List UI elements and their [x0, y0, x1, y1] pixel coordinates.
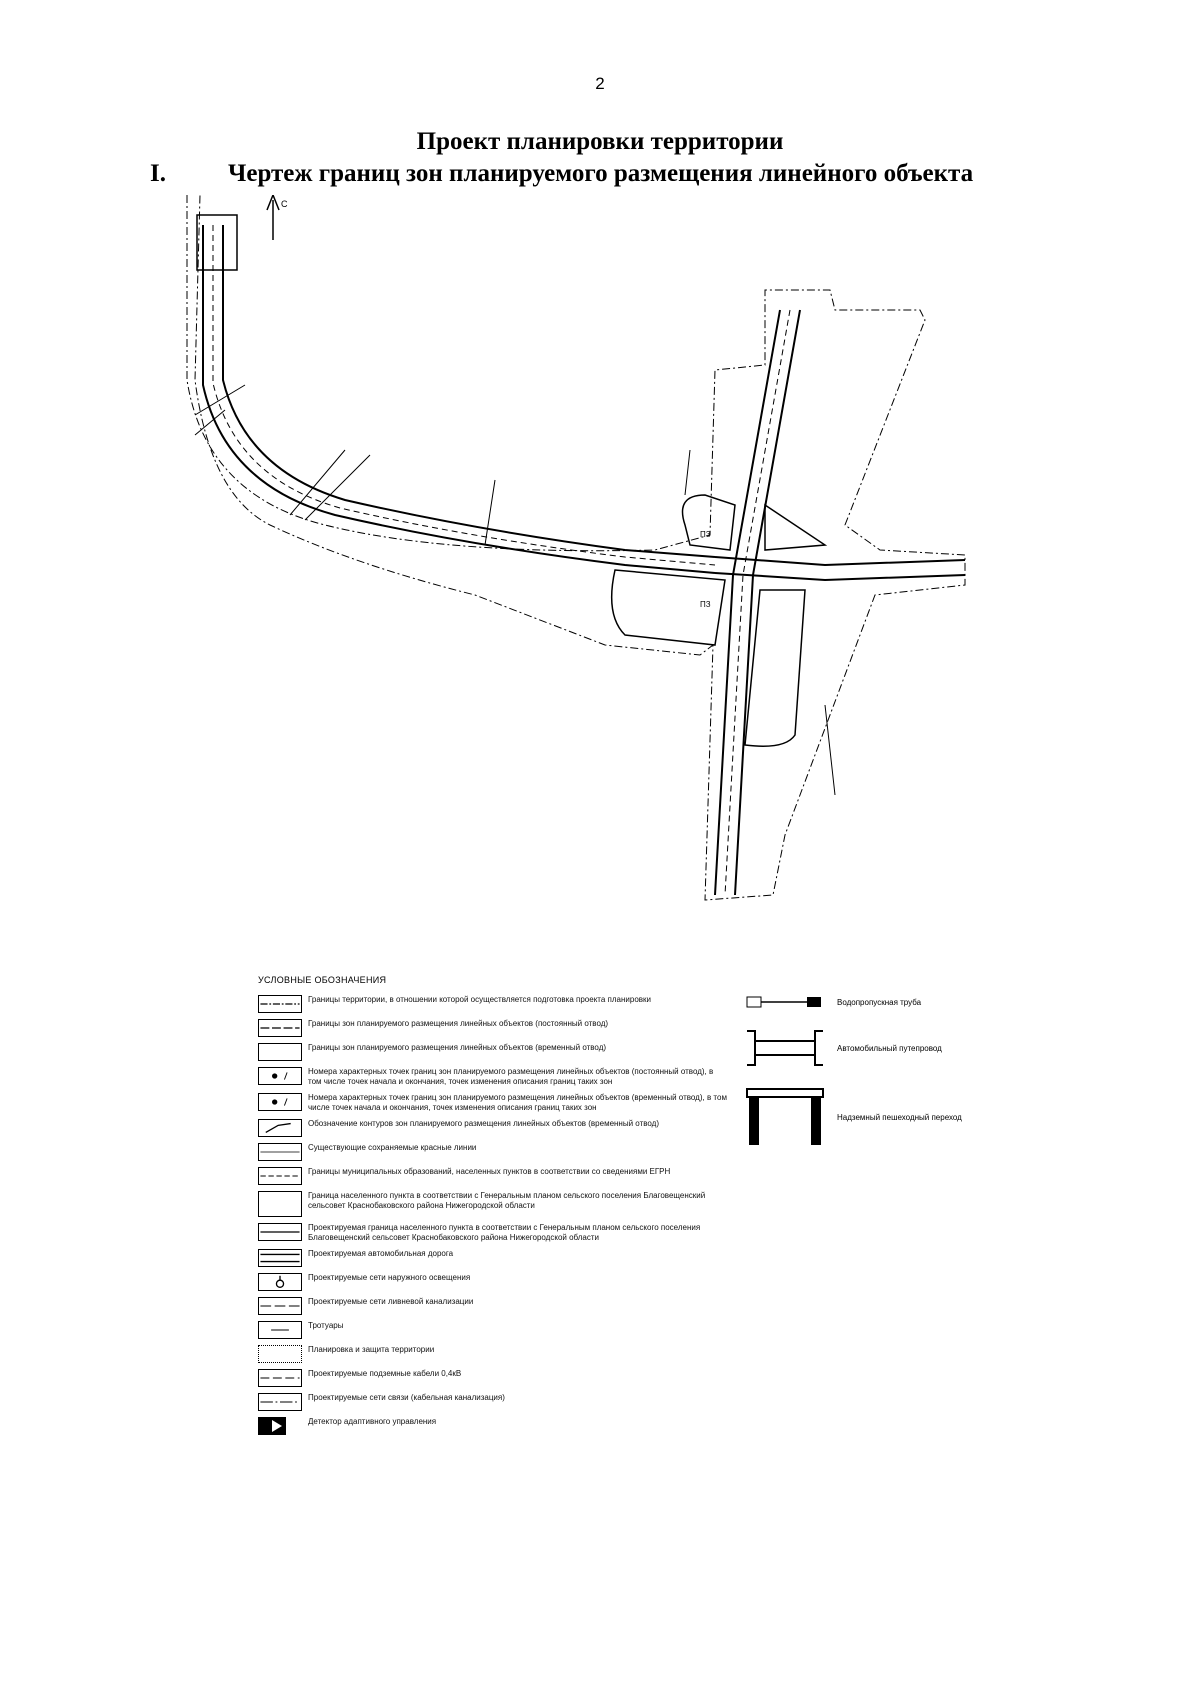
zone-label-1: ПЗ: [700, 530, 711, 539]
legend-title: УСЛОВНЫЕ ОБОЗНАЧЕНИЯ: [258, 975, 387, 985]
legend-item: Границы территории, в отношении которой осуществляется подготовка проекта планировки: [258, 995, 728, 1013]
legend-item: Граница населенного пункта в соответствии с Генеральным планом сельского поселения Благовещенский сельсовет Краснобаковского района Нижегородской области: [258, 1191, 728, 1217]
legend-item: Обозначение контуров зон планируемого размещения линейных объектов (временный отвод): [258, 1119, 728, 1137]
north-label: С: [281, 199, 288, 209]
culvert-icon: [745, 995, 825, 1009]
page-number: 2: [595, 74, 605, 93]
section-heading: [150, 160, 973, 188]
zone-label-2: ПЗ: [700, 600, 711, 609]
road-right-top: [715, 557, 965, 565]
legend: [258, 995, 728, 1441]
north-arrow: [267, 195, 279, 240]
road-curve-outer: [203, 225, 715, 573]
legend-item-overpass: Автомобильный путепровод: [745, 1023, 1005, 1073]
legend-item: Планировка и защита территории: [258, 1345, 728, 1363]
interchange-loop-nw: [683, 495, 736, 550]
section-title: Чертеж границ зон планируемого размещения линейного объекта: [228, 160, 974, 187]
road-curve-center: [213, 225, 715, 565]
legend-item: Проектируемые сети связи (кабельная канализация): [258, 1393, 728, 1411]
legend-item: Границы муниципальных образований, населенных пунктов в соответствии со сведениями ЕГРН: [258, 1167, 728, 1185]
legend-item: Проектируемые подземные кабели 0,4кВ: [258, 1369, 728, 1387]
legend-item-culvert: Водопропускная труба: [745, 995, 1005, 1009]
legend-item: Существующие сохраняемые красные линии: [258, 1143, 728, 1161]
page-title: Проект планировки территории: [416, 128, 784, 155]
legend-item: Проектируемая автомобильная дорога: [258, 1249, 728, 1267]
territory-boundary: [187, 195, 965, 900]
road-main-center: [725, 310, 790, 895]
road-main-right: [735, 310, 800, 895]
legend-item: Номера характерных точек границ зон планируемого размещения линейных объектов (временный отвод), в том числе точек начала и окончания, точек изменения описания границ таких зон: [258, 1093, 728, 1113]
interchange-loop-ne: [765, 505, 825, 550]
legend-right: [745, 995, 1005, 1161]
overpass-icon: [745, 1023, 825, 1073]
legend-item-footbridge: Надземный пешеходный переход: [745, 1087, 1005, 1147]
legend-item: Тротуары: [258, 1321, 728, 1339]
legend-item: Границы зон планируемого размещения линейных объектов (временный отвод): [258, 1043, 728, 1061]
legend-item: Границы зон планируемого размещения линейных объектов (постоянный отвод): [258, 1019, 728, 1037]
road-main-left: [715, 310, 780, 895]
legend-item: Проектируемые сети наружного освещения: [258, 1273, 728, 1291]
section-number: I.: [150, 160, 166, 187]
planning-drawing: [185, 195, 1045, 965]
legend-item: Номера характерных точек границ зон планируемого размещения линейных объектов (постоянный отвод), в том числе точек начала и окончания, точек изменения описания границ таких зон: [258, 1067, 728, 1087]
legend-item: Проектируемые сети ливневой канализации: [258, 1297, 728, 1315]
legend-item: Проектируемая граница населенного пункта в соответствии с Генеральным планом сельского поселения Благовещенский сельсовет Краснобаковского района Нижегородской области: [258, 1223, 728, 1243]
interchange-loop-se: [745, 590, 805, 746]
legend-item: Детектор адаптивного управления: [258, 1417, 728, 1435]
footbridge-icon: [745, 1087, 825, 1147]
